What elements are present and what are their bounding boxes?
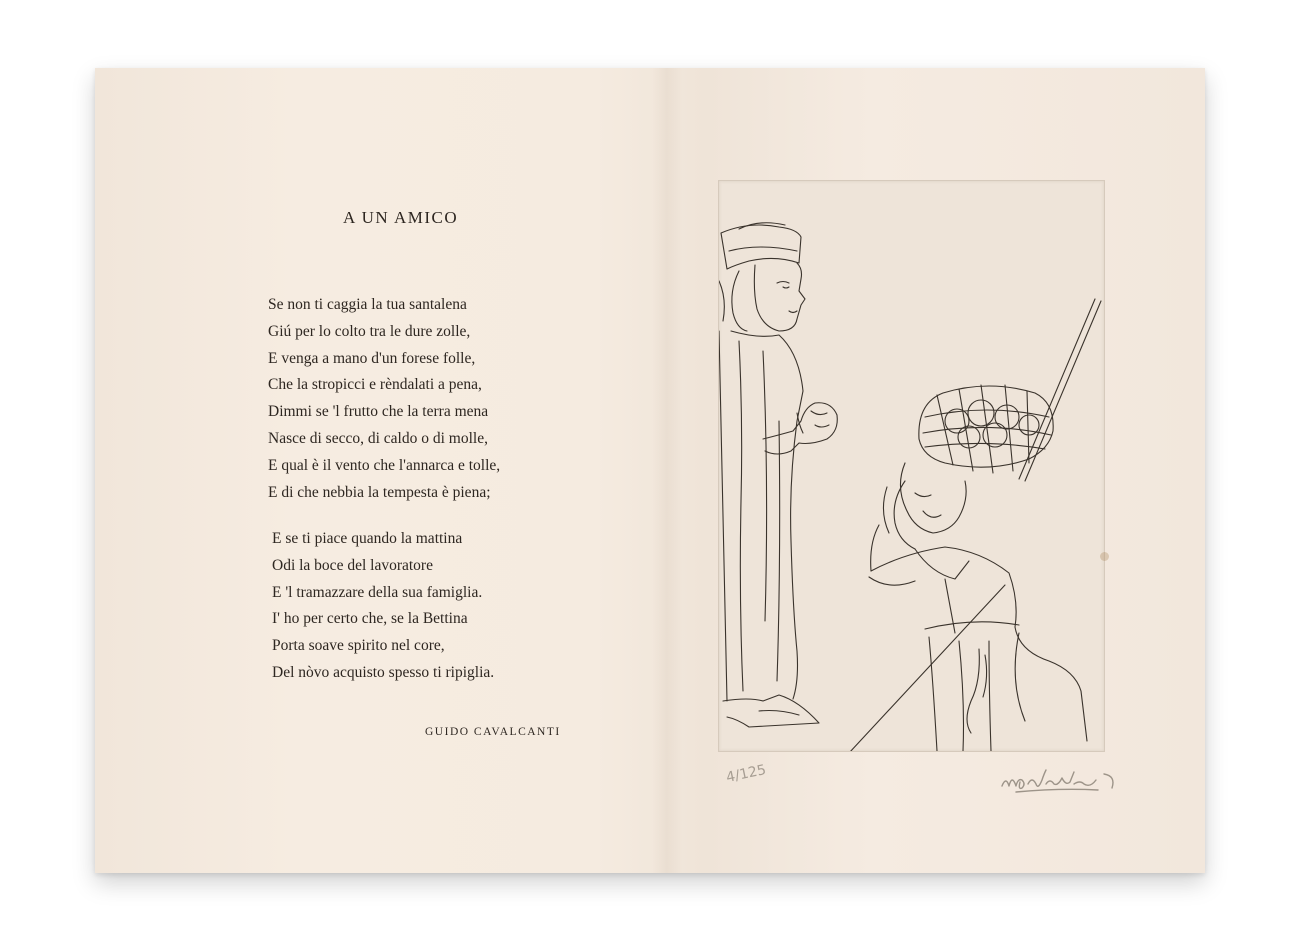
verse-line: Nasce di secco, di caldo o di molle, bbox=[268, 429, 488, 447]
verse-line: Del nòvo acquisto spesso ti ripiglia. bbox=[272, 663, 495, 681]
stanza-2 bbox=[272, 526, 494, 687]
edition-number: 4/125 bbox=[724, 761, 768, 787]
paper-foxing-spot bbox=[1100, 552, 1109, 561]
verse-line: I' ho per certo che, se la Bettina bbox=[272, 610, 468, 628]
verse-line: Dimmi se 'l frutto che la terra mena bbox=[268, 403, 489, 421]
verse-line: E 'l tramazzare della sua famiglia. bbox=[272, 583, 483, 601]
verse-line: Se non ti caggia la tua santalena bbox=[268, 296, 467, 313]
poem-title: A UN AMICO bbox=[343, 208, 459, 227]
verse-line: E se ti piace quando la mattina bbox=[272, 530, 463, 547]
verse-line: Odi la boce del lavoratore bbox=[272, 556, 433, 574]
verse-line: Porta soave spirito nel core, bbox=[272, 637, 445, 655]
center-fold bbox=[652, 68, 682, 873]
etching-illustration bbox=[719, 181, 1104, 751]
verse-line: E venga a mano d'un forese folle, bbox=[268, 349, 476, 367]
poem-author: GUIDO CAVALCANTI bbox=[425, 726, 561, 738]
verse-line: Giú per lo colto tra le dure zolle, bbox=[268, 322, 471, 340]
artist-signature bbox=[1000, 762, 1120, 798]
verse-line: Che la stropicci e rèndalati a pena, bbox=[268, 376, 482, 394]
verse-line: E di che nebbia la tempesta è piena; bbox=[268, 483, 491, 501]
stanza-1 bbox=[268, 292, 500, 506]
verse-line: E qual è il vento che l'annarca e tolle, bbox=[268, 456, 501, 474]
etching-plate bbox=[718, 180, 1105, 752]
